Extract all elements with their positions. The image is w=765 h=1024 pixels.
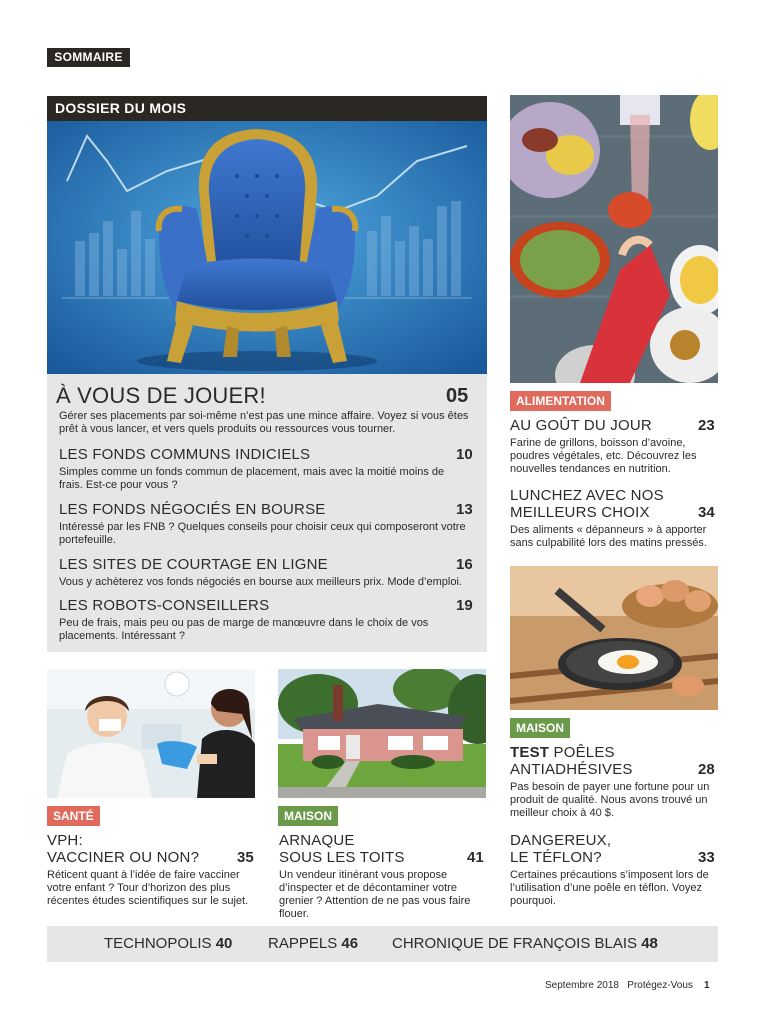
footer-magazine: Protégez-Vous xyxy=(627,980,693,991)
article-title-bold: TEST xyxy=(510,744,550,761)
article-text: Un vendeur itinérant vous propose d’inspecter et de décontaminer votre grenier ? Attention de ne pas vous faire flouer. xyxy=(279,869,471,920)
category-label-maison: MAISON xyxy=(278,806,338,826)
bottom-link-rappels[interactable] xyxy=(268,935,358,952)
category-label-maison: MAISON xyxy=(510,718,570,738)
article-text: Farine de grillons, boisson d’avoine, poudres végétales, etc. Découvrez les nouvelles tendances en nutrition. xyxy=(510,437,697,475)
bottom-link-technopolis[interactable] xyxy=(104,935,232,952)
article-page: 34 xyxy=(698,504,715,521)
article-page: 41 xyxy=(467,849,484,866)
article-title[interactable]: LES FONDS COMMUNS INDICIELS xyxy=(59,446,311,463)
article-text: Pas besoin de payer une fortune pour un produit de qualité. Nous avons trouvé un meilleur choix à 40 $. xyxy=(510,781,710,819)
article-title[interactable]: LES SITES DE COURTAGE EN LIGNE xyxy=(59,556,328,573)
bottom-link-page: 46 xyxy=(341,935,359,952)
article-text: Peu de frais, mais peu ou pas de marge de manœuvre dans le choix de vos placements. Intéressant ? xyxy=(59,617,429,642)
article-title[interactable]: LES ROBOTS-CONSEILLERS xyxy=(59,597,270,614)
article-title-line: VPH: xyxy=(47,832,83,849)
article-title[interactable] xyxy=(47,832,199,866)
article-text: Simples comme un fonds commun de placement, mais avec la moitié moins de frais. Est-ce pour vous ? xyxy=(59,466,445,491)
armchair-image xyxy=(47,121,487,374)
main-article-title[interactable]: À VOUS DE JOUER! xyxy=(56,383,266,408)
category-label-sante: SANTÉ xyxy=(47,806,100,826)
house-image xyxy=(278,669,486,798)
article-title[interactable] xyxy=(279,832,405,866)
article-page: 23 xyxy=(698,417,715,434)
article-title[interactable]: LES FONDS NÉGOCIÉS EN BOURSE xyxy=(59,501,326,518)
article-page: 10 xyxy=(456,446,473,463)
article-page: 16 xyxy=(456,556,473,573)
bottom-link-label: RAPPELS xyxy=(268,935,338,952)
article-title-line: DANGEREUX, xyxy=(510,832,612,849)
article-page: 28 xyxy=(698,761,715,778)
footer-date: Septembre 2018 xyxy=(545,980,619,991)
dossier-label: DOSSIER DU MOIS xyxy=(47,96,487,121)
article-page: 33 xyxy=(698,849,715,866)
article-title-line: LUNCHEZ AVEC NOS xyxy=(510,487,664,504)
vaccination-image xyxy=(47,669,255,798)
article-title[interactable]: AU GOÛT DU JOUR xyxy=(510,417,652,434)
article-page: 35 xyxy=(237,849,254,866)
article-title-line: ANTIADHÉSIVES xyxy=(510,761,633,778)
food-table-image xyxy=(510,95,718,383)
article-title-line: POÊLES xyxy=(549,744,615,761)
main-article-text: Gérer ses placements par soi-même n’est pas une mince affaire. Voyez si vous êtes prêt à vous lancer, et vers quels produits ou ressources vous tourner. xyxy=(59,410,469,435)
footer xyxy=(545,980,710,991)
frying-pan-image xyxy=(510,566,718,710)
article-page: 19 xyxy=(456,597,473,614)
article-text: Intéressé par les FNB ? Quelques conseils pour choisir ceux qui composeront votre portefeuille. xyxy=(59,521,466,546)
article-title[interactable] xyxy=(510,744,633,778)
bottom-link-page: 40 xyxy=(215,935,233,952)
article-title-line: LE TÉFLON? xyxy=(510,849,602,866)
article-title-line: VACCINER OU NON? xyxy=(47,849,200,866)
article-title-line: MEILLEURS CHOIX xyxy=(510,504,650,521)
article-title[interactable] xyxy=(510,832,611,866)
bottom-link-page: 48 xyxy=(641,935,658,952)
bottom-link-label: CHRONIQUE DE FRANÇOIS BLAIS xyxy=(392,935,638,952)
bottom-link-label: TECHNOPOLIS xyxy=(104,935,212,952)
article-title[interactable] xyxy=(510,487,664,521)
main-article-page: 05 xyxy=(446,385,469,407)
footer-page-number: 1 xyxy=(704,980,710,991)
article-text: Certaines précautions s’imposent lors de l’utilisation d’une poêle en téflon. Voyez pourquoi. xyxy=(510,869,709,907)
article-text: Vous y achèterez vos fonds négociés en bourse aux meilleurs prix. Mode d’emploi. xyxy=(59,576,462,588)
bottom-link-chronique[interactable] xyxy=(392,935,658,952)
article-text: Des aliments « dépanneurs » à apporter sans culpabilité lors des matins pressés. xyxy=(510,524,707,549)
sommaire-tag: SOMMAIRE xyxy=(47,48,130,67)
article-title-line: SOUS LES TOITS xyxy=(279,849,405,866)
article-title-line: ARNAQUE xyxy=(279,832,355,849)
article-text: Réticent quant à l’idée de faire vacciner votre enfant ? Tour d’horizon des plus récentes études scientifiques sur le sujet. xyxy=(47,869,249,907)
category-label-alimentation: ALIMENTATION xyxy=(510,391,611,411)
article-page: 13 xyxy=(456,501,473,518)
